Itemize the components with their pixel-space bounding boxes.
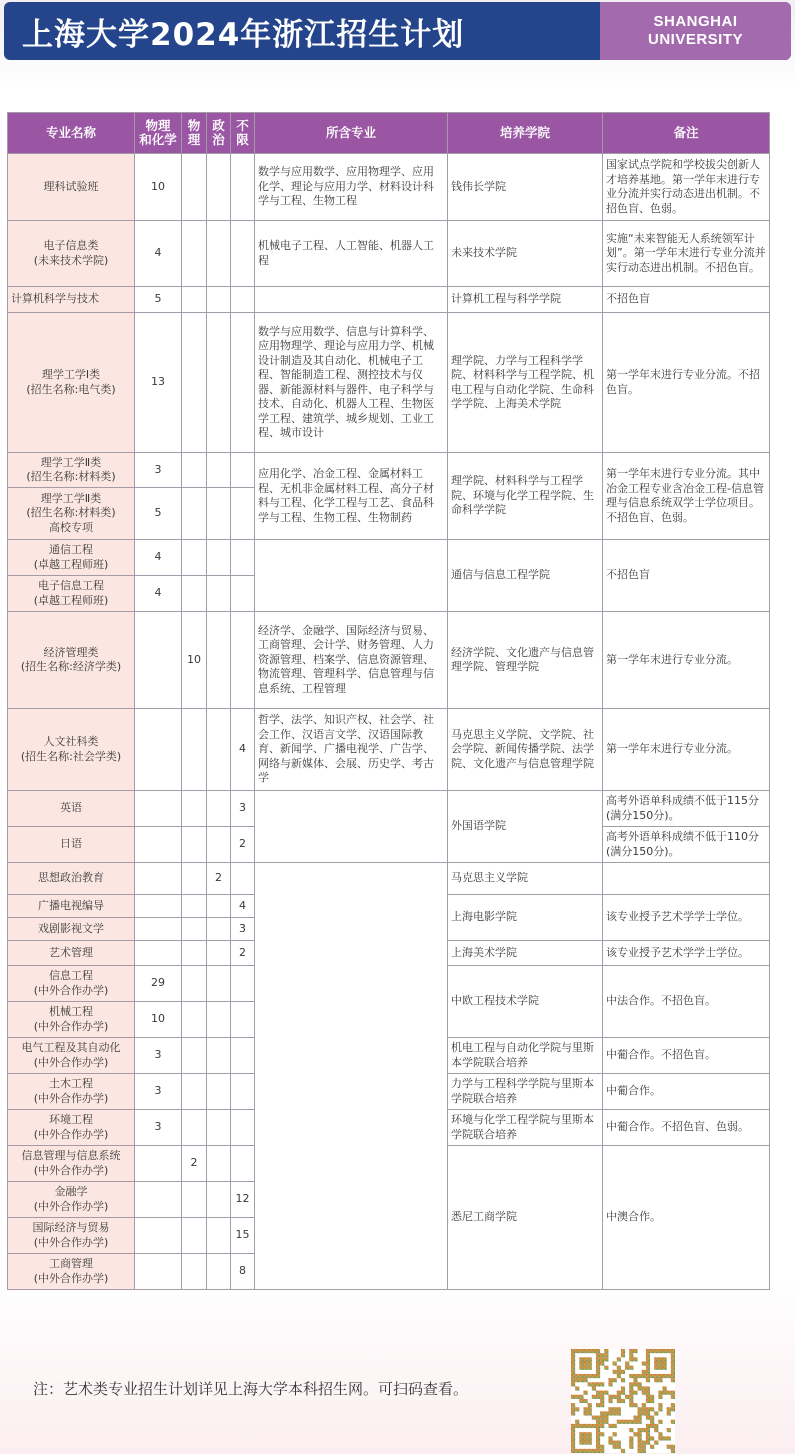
major-name: 理学工学Ⅱ类 (招生名称:材料类) 高校专项: [8, 488, 135, 540]
count-politics: [207, 154, 231, 221]
count-physics: [182, 540, 207, 576]
header-physics: 物 理: [182, 113, 207, 154]
header-major-name: 专业名称: [8, 113, 135, 154]
major-name: 土木工程 (中外合作办学): [8, 1074, 135, 1110]
table-row: [8, 154, 770, 221]
major-name: 日语: [8, 827, 135, 863]
count-phys-chem: 13: [135, 313, 182, 453]
college: 中欧工程技术学院: [448, 966, 603, 1038]
major-name: 信息管理与信息系统 (中外合作办学): [8, 1146, 135, 1182]
university-name-line2: UNIVERSITY: [647, 31, 743, 48]
note: 高考外语单科成绩不低于110分(满分150分)。: [603, 827, 770, 863]
included-majors: 数学与应用数学、信息与计算科学、应用物理学、理论与应用力学、机械设计制造及其自动化、机械电子工程、智能制造工程、测控技术与仪器、新能源材料与器件、电子科学与技术、自动化、机器人工程、生物医学工程、建筑学、城乡规划、工业工程、城市设计: [255, 313, 448, 453]
count-politics: [207, 941, 231, 966]
college: 未来技术学院: [448, 221, 603, 287]
note: 不招色盲: [603, 540, 770, 612]
count-unlimited: [231, 1146, 255, 1182]
count-unlimited: [231, 576, 255, 612]
count-politics: [207, 612, 231, 709]
university-logo-text: [600, 2, 791, 60]
count-politics: [207, 287, 231, 313]
count-unlimited: [231, 540, 255, 576]
count-physics: [182, 863, 207, 895]
count-politics: [207, 221, 231, 287]
count-phys-chem: 3: [135, 1074, 182, 1110]
count-physics: [182, 709, 207, 791]
note: 中法合作。不招色盲。: [603, 966, 770, 1038]
note: 该专业授予艺术学学士学位。: [603, 941, 770, 966]
count-phys-chem: 4: [135, 540, 182, 576]
count-unlimited: [231, 313, 255, 453]
count-unlimited: [231, 287, 255, 313]
count-physics: [182, 576, 207, 612]
college: 环境与化学工程学院与里斯本学院联合培养: [448, 1110, 603, 1146]
page-title: 上海大学2024年浙江招生计划: [22, 17, 465, 53]
count-unlimited: 2: [231, 827, 255, 863]
count-unlimited: 12: [231, 1182, 255, 1218]
major-name: 信息工程 (中外合作办学): [8, 966, 135, 1002]
count-politics: [207, 1110, 231, 1146]
count-politics: [207, 791, 231, 827]
count-phys-chem: 3: [135, 1110, 182, 1146]
note: 实施“未来智能无人系统领军计划”。第一学年末进行专业分流并实行动态进出机制。不招色盲。: [603, 221, 770, 287]
count-phys-chem: 4: [135, 576, 182, 612]
count-phys-chem: [135, 709, 182, 791]
major-name: 思想政治教育: [8, 863, 135, 895]
header-unlimited: 不 限: [231, 113, 255, 154]
count-unlimited: [231, 612, 255, 709]
college: 理学院、材料科学与工程学院、环境与化学工程学院、生命科学学院: [448, 453, 603, 540]
table-row: [8, 287, 770, 313]
count-phys-chem: 5: [135, 287, 182, 313]
college: 理学院、力学与工程科学学院、材料科学与工程学院、机电工程与自动化学院、生命科学学院、上海美术学院: [448, 313, 603, 453]
count-politics: [207, 1074, 231, 1110]
major-name: 国际经济与贸易 (中外合作办学): [8, 1218, 135, 1254]
count-physics: [182, 453, 207, 488]
count-phys-chem: [135, 612, 182, 709]
count-politics: [207, 1218, 231, 1254]
count-phys-chem: [135, 863, 182, 895]
count-physics: 10: [182, 612, 207, 709]
major-name: 理学工学Ⅰ类 (招生名称:电气类): [8, 313, 135, 453]
note: 第一学年末进行专业分流。其中冶金工程专业含冶金工程-信息管理与信息系统双学士学位项目。不招色盲、色弱。: [603, 453, 770, 540]
count-physics: [182, 1254, 207, 1290]
count-physics: [182, 1182, 207, 1218]
count-phys-chem: [135, 1146, 182, 1182]
header-college: 培养学院: [448, 113, 603, 154]
count-politics: [207, 918, 231, 941]
major-name: 环境工程 (中外合作办学): [8, 1110, 135, 1146]
note: 第一学年末进行专业分流。不招色盲。: [603, 313, 770, 453]
university-name-line1: SHANGHAI: [653, 13, 738, 30]
included-majors: [255, 863, 448, 1290]
major-name: 电子信息类 (未来技术学院): [8, 221, 135, 287]
included-majors: 应用化学、冶金工程、金属材料工程、无机非金属材料工程、高分子材料与工程、化学工程与工艺、食品科学与工程、生物工程、生物制药: [255, 453, 448, 540]
count-politics: [207, 827, 231, 863]
table-row: [8, 313, 770, 453]
count-politics: [207, 709, 231, 791]
major-name: 机械工程 (中外合作办学): [8, 1002, 135, 1038]
count-physics: [182, 1110, 207, 1146]
note: 中葡合作。: [603, 1074, 770, 1110]
header-included-majors: 所含专业: [255, 113, 448, 154]
count-politics: [207, 1038, 231, 1074]
count-phys-chem: 5: [135, 488, 182, 540]
count-physics: [182, 287, 207, 313]
count-unlimited: [231, 488, 255, 540]
header-politics: 政 治: [207, 113, 231, 154]
college: 力学与工程科学学院与里斯本学院联合培养: [448, 1074, 603, 1110]
major-name: 理科试验班: [8, 154, 135, 221]
major-name: 广播电视编导: [8, 895, 135, 918]
note: 中葡合作。不招色盲。: [603, 1038, 770, 1074]
count-physics: 2: [182, 1146, 207, 1182]
major-name: 英语: [8, 791, 135, 827]
count-phys-chem: 10: [135, 154, 182, 221]
table-row: [8, 863, 770, 895]
count-physics: [182, 895, 207, 918]
college: 钱伟长学院: [448, 154, 603, 221]
included-majors: 哲学、法学、知识产权、社会学、社会工作、汉语言文学、汉语国际教育、新闻学、广播电视学、广告学、网络与新媒体、会展、历史学、考古学: [255, 709, 448, 791]
college: 机电工程与自动化学院与里斯本学院联合培养: [448, 1038, 603, 1074]
count-phys-chem: [135, 895, 182, 918]
count-politics: [207, 1182, 231, 1218]
count-unlimited: [231, 863, 255, 895]
included-majors: [255, 287, 448, 313]
count-politics: 2: [207, 863, 231, 895]
note: 高考外语单科成绩不低于115分(满分150分)。: [603, 791, 770, 827]
count-physics: [182, 1074, 207, 1110]
note: 不招色盲: [603, 287, 770, 313]
footnote: 注：艺术类专业招生计划详见上海大学本科招生网。可扫码查看。: [33, 1380, 469, 1398]
college: 经济学院、文化遗产与信息管理学院、管理学院: [448, 612, 603, 709]
count-unlimited: 3: [231, 918, 255, 941]
count-unlimited: 8: [231, 1254, 255, 1290]
count-physics: [182, 1002, 207, 1038]
count-physics: [182, 313, 207, 453]
header-notes: 备注: [603, 113, 770, 154]
count-unlimited: [231, 1038, 255, 1074]
count-physics: [182, 966, 207, 1002]
note: [603, 863, 770, 895]
count-politics: [207, 966, 231, 1002]
count-politics: [207, 1254, 231, 1290]
count-phys-chem: 3: [135, 453, 182, 488]
count-unlimited: [231, 154, 255, 221]
count-physics: [182, 941, 207, 966]
count-physics: [182, 1218, 207, 1254]
count-phys-chem: [135, 918, 182, 941]
enrollment-plan-table: [7, 112, 770, 1290]
count-physics: [182, 1038, 207, 1074]
count-politics: [207, 313, 231, 453]
count-physics: [182, 488, 207, 540]
qr-code[interactable]: [571, 1349, 675, 1453]
major-name: 戏剧影视文学: [8, 918, 135, 941]
major-name: 通信工程 (卓越工程师班): [8, 540, 135, 576]
count-physics: [182, 154, 207, 221]
count-unlimited: [231, 966, 255, 1002]
table-row: [8, 221, 770, 287]
count-unlimited: [231, 1074, 255, 1110]
count-unlimited: [231, 453, 255, 488]
count-politics: [207, 1146, 231, 1182]
count-physics: [182, 791, 207, 827]
count-phys-chem: [135, 791, 182, 827]
count-politics: [207, 540, 231, 576]
count-physics: [182, 918, 207, 941]
college: 悉尼工商学院: [448, 1146, 603, 1290]
note: 第一学年末进行专业分流。: [603, 612, 770, 709]
college: 上海美术学院: [448, 941, 603, 966]
note: 国家试点学院和学校拔尖创新人才培养基地。第一学年末进行专业分流并实行动态进出机制。不招色盲、色弱。: [603, 154, 770, 221]
college: 上海电影学院: [448, 895, 603, 941]
table-row: [8, 453, 770, 488]
count-unlimited: 4: [231, 709, 255, 791]
college: 通信与信息工程学院: [448, 540, 603, 612]
count-unlimited: [231, 1002, 255, 1038]
college: 外国语学院: [448, 791, 603, 863]
count-physics: [182, 221, 207, 287]
count-unlimited: [231, 1110, 255, 1146]
note: 第一学年末进行专业分流。: [603, 709, 770, 791]
included-majors: [255, 540, 448, 612]
included-majors: 数学与应用数学、应用物理学、应用化学、理论与应用力学、材料设计科学与工程、生物工程: [255, 154, 448, 221]
count-phys-chem: [135, 1218, 182, 1254]
count-politics: [207, 488, 231, 540]
major-name: 金融学 (中外合作办学): [8, 1182, 135, 1218]
included-majors: 机械电子工程、人工智能、机器人工程: [255, 221, 448, 287]
college: 计算机工程与科学学院: [448, 287, 603, 313]
count-phys-chem: [135, 1182, 182, 1218]
table-row: [8, 612, 770, 709]
count-phys-chem: [135, 1254, 182, 1290]
count-politics: [207, 453, 231, 488]
count-phys-chem: 29: [135, 966, 182, 1002]
major-name: 工商管理 (中外合作办学): [8, 1254, 135, 1290]
note: 该专业授予艺术学学士学位。: [603, 895, 770, 941]
major-name: 电子信息工程 (卓越工程师班): [8, 576, 135, 612]
count-phys-chem: 4: [135, 221, 182, 287]
count-unlimited: [231, 221, 255, 287]
major-name: 经济管理类 (招生名称:经济学类): [8, 612, 135, 709]
major-name: 人文社科类 (招生名称:社会学类): [8, 709, 135, 791]
note: 中葡合作。不招色盲、色弱。: [603, 1110, 770, 1146]
count-politics: [207, 895, 231, 918]
table-row: [8, 709, 770, 791]
major-name: 理学工学Ⅱ类 (招生名称:材料类): [8, 453, 135, 488]
college: 马克思主义学院、文学院、社会学院、新闻传播学院、法学院、文化遗产与信息管理学院: [448, 709, 603, 791]
table-row: [8, 791, 770, 827]
major-name: 电气工程及其自动化 (中外合作办学): [8, 1038, 135, 1074]
count-phys-chem: 10: [135, 1002, 182, 1038]
table-row: [8, 540, 770, 576]
header-phys-chem: 物理 和化学: [135, 113, 182, 154]
title-banner: [4, 2, 791, 60]
count-politics: [207, 576, 231, 612]
count-unlimited: 15: [231, 1218, 255, 1254]
count-unlimited: 2: [231, 941, 255, 966]
major-name: 艺术管理: [8, 941, 135, 966]
table-header-row: [8, 113, 770, 154]
college: 马克思主义学院: [448, 863, 603, 895]
count-phys-chem: [135, 827, 182, 863]
major-name: 计算机科学与技术: [8, 287, 135, 313]
count-unlimited: 4: [231, 895, 255, 918]
included-majors: [255, 791, 448, 863]
count-unlimited: 3: [231, 791, 255, 827]
included-majors: 经济学、金融学、国际经济与贸易、工商管理、会计学、财务管理、人力资源管理、档案学、信息资源管理、物流管理、管理科学、信息管理与信息系统、工程管理: [255, 612, 448, 709]
count-physics: [182, 827, 207, 863]
note: 中澳合作。: [603, 1146, 770, 1290]
count-politics: [207, 1002, 231, 1038]
count-phys-chem: [135, 941, 182, 966]
count-phys-chem: 3: [135, 1038, 182, 1074]
